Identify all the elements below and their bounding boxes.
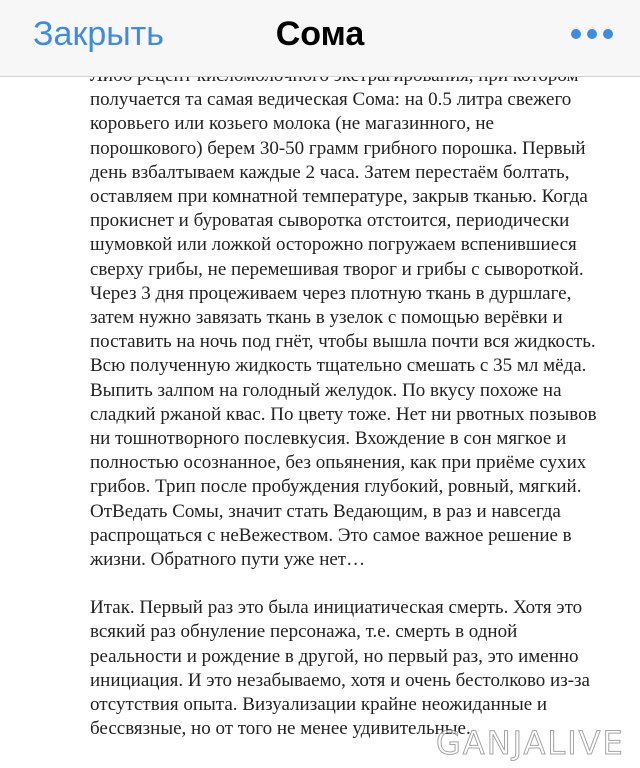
page-title: Сома [275,15,365,53]
article-body [90,64,600,741]
article-paragraph: получается та самая ведическая Сома: на 0.5 литра свежего коровьего или козьего молока (не магазинного, не порошкового) берем 30-50 грамм грибного порошка. Первый день взбалтываем каждые 2 часа. Затем перестаём болтать, оставляем при комнатной температуре, закрыв тканью. Когда прокиснет и буроватая сыворотка отстоится, периодически шумовкой или ложкой осторожно погружаем вспенившиеся сверху грибы, не перемешивая творог и грибы с сывороткой. Через 3 дня процеживаем через плотную ткань в дуршлаге, затем нужно завязать ткань в узелок с помощью верёвки и поставить на ночь под гнёт, чтобы вышла почти вся жидкость. Всю полученную жидкость тщательно смешать с 35 мл мёда. Выпить залпом на голодный желудок. По вкусу похоже на сладкий ржаной квас. По цвету тоже. Нет ни рвотных позывов ни тошнотворного послевкусия. Вхождение в сон мягкое и полностью осознанное, без опьянения, как при приёме сухих грибов. Трип после пробуждения глубокий, ровный, мягкий. [90,89,597,498]
article-paragraph: ОтВедать Сомы, значит стать Ведающим, в раз и навсегда распрощаться с неВежеством. Это самое важное решение в жизни. Обратного пути уже нет… [90,500,572,571]
navigation-bar [0,0,640,77]
close-button[interactable]: Закрыть [33,15,164,53]
article-paragraph: Итак. Первый раз это была инициатическая смерть. Хотя это всякий раз обнуление персонажа, т.е. смерть в одной реальности и рождение в другой, но первый раз, это именно инициация. И это незабываемо, хотя и очень бестолково из-за отсутствия опыта. Визуализации крайне неожиданные и бессвязные, но от того не менее удивительные. [90,597,590,740]
ellipsis-icon[interactable] [570,28,614,40]
watermark-logo: GANJALIVE [436,724,625,762]
paragraph-spacer [90,572,600,596]
